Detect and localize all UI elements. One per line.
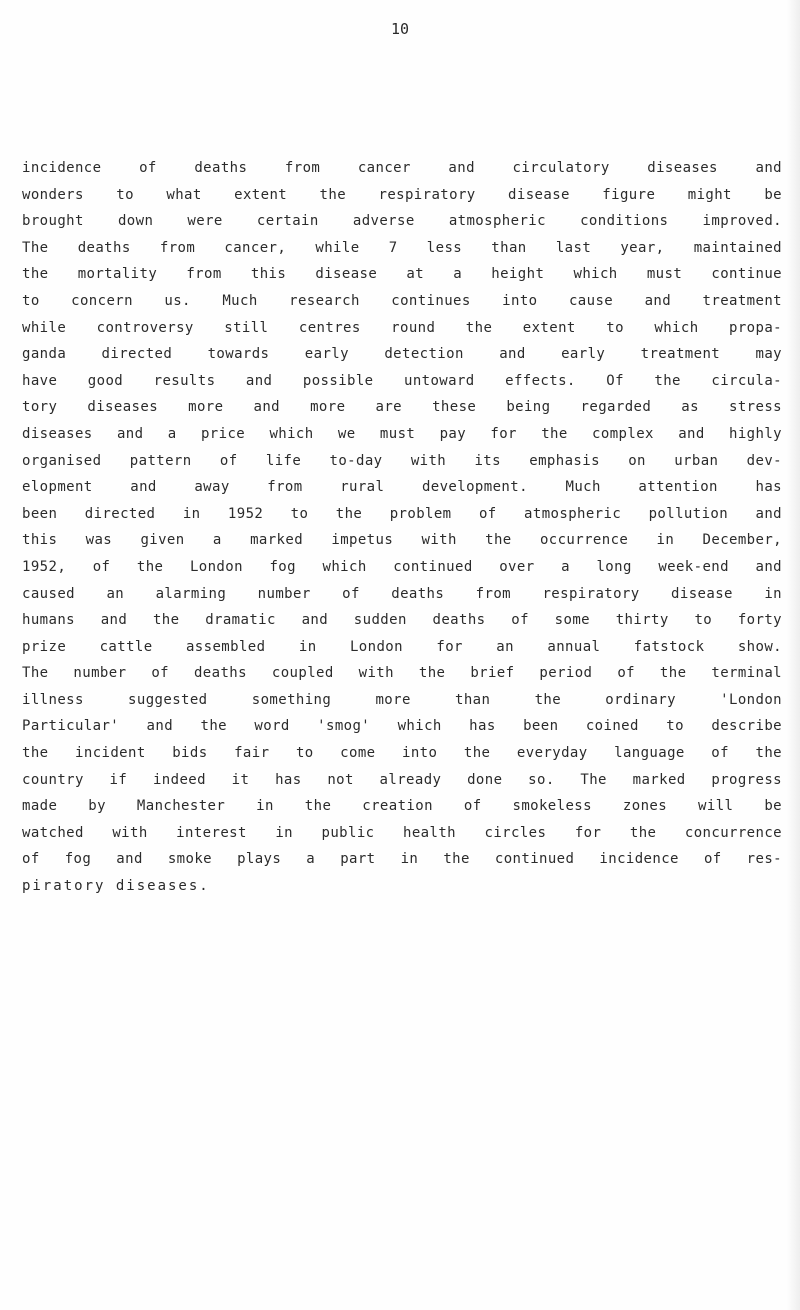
text-line: tory diseases more and more are these being regarded as stress [22,399,782,416]
text-line: Particular' and the word 'smog' which has been coined to describe [22,718,782,735]
text-line: ganda directed towards early detection and early treatment may [22,346,782,363]
text-line: illness suggested something more than the ordinary 'London [22,691,782,708]
text-line: incidence of deaths from cancer and circulatory diseases and [22,160,782,176]
text-line: have good results and possible untoward effects. Of the circula- [22,372,782,389]
text-line: the incident bids fair to come into the everyday language of the [22,745,782,762]
text-line: humans and the dramatic and sudden deaths of some thirty to forty [22,612,782,629]
text-line: The deaths from cancer, while 7 less than last year, maintained [22,239,782,256]
body-paragraph [22,155,782,900]
page-edge-shadow [786,0,800,1310]
text-line: piratory diseases. [22,878,210,895]
text-line: The number of deaths coupled with the brief period of the terminal [22,665,782,682]
text-line: watched with interest in public health circles for the concurrence [22,824,782,841]
text-line: to concern us. Much research continues into cause and treatment [22,292,782,309]
text-line: organised pattern of life to-day with its emphasis on urban dev- [22,452,782,469]
text-line: the mortality from this disease at a height which must continue [22,266,782,283]
text-line: while controversy still centres round the extent to which propa- [22,319,782,336]
text-line: of fog and smoke plays a part in the continued incidence of res- [22,851,782,868]
text-line: diseases and a price which we must pay for the complex and highly [22,425,782,442]
text-line: country if indeed it has not already done so. The marked progress [22,771,782,788]
page-number: 10 [390,20,410,38]
text-line: this was given a marked impetus with the occurrence in December, [22,532,782,549]
text-line: wonders to what extent the respiratory disease figure might be [22,186,782,203]
text-line: elopment and away from rural development. Much attention has [22,479,782,496]
text-line: 1952, of the London fog which continued over a long week-end and [22,558,782,575]
text-line: made by Manchester in the creation of smokeless zones will be [22,798,782,815]
text-line: brought down were certain adverse atmospheric conditions improved. [22,213,782,230]
text-line: been directed in 1952 to the problem of atmospheric pollution and [22,505,782,522]
text-line: prize cattle assembled in London for an annual fatstock show. [22,638,782,655]
text-line: caused an alarming number of deaths from respiratory disease in [22,585,782,602]
